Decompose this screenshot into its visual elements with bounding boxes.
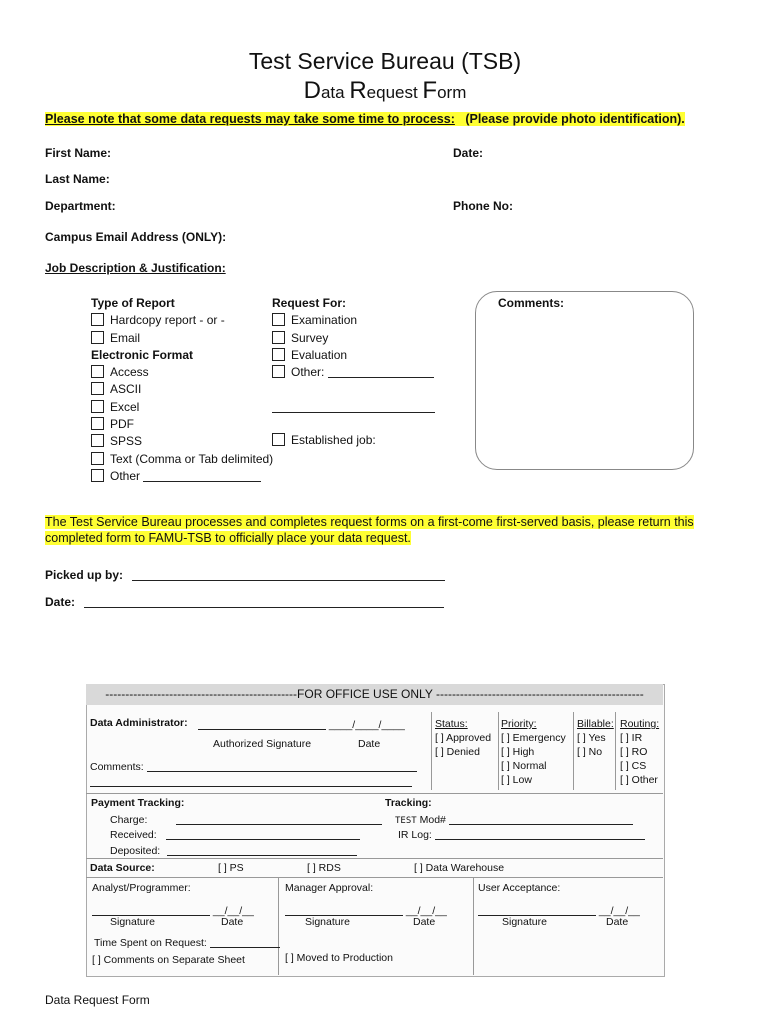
- data-source-label: Data Source:: [90, 862, 155, 874]
- checkbox[interactable]: [91, 331, 104, 344]
- user-date: Date: [606, 916, 629, 928]
- routing-ir[interactable]: [ ] IR: [620, 732, 643, 744]
- basis-note: The Test Service Bureau processes and completes request forms on a first-come first-served basis, please return this completed form to FAMU-TSB to officially place your data request.: [45, 515, 694, 545]
- payment-tracking-label: Payment Tracking:: [91, 797, 185, 809]
- admin-date: Date: [358, 738, 381, 750]
- user-signature: Signature: [502, 916, 547, 928]
- first-name-label: First Name:: [45, 146, 112, 160]
- request-survey[interactable]: Survey: [272, 330, 435, 347]
- format-pdf[interactable]: PDF: [91, 416, 273, 433]
- last-name-label: Last Name:: [45, 172, 110, 186]
- routing-other[interactable]: [ ] Other: [620, 774, 658, 786]
- user-sign-line[interactable]: __/__/__: [478, 903, 640, 917]
- analyst-sign-line[interactable]: __/__/__: [92, 903, 254, 917]
- format-other[interactable]: Other: [91, 468, 273, 485]
- checkbox[interactable]: [91, 469, 104, 482]
- request-for-heading: Request For:: [272, 296, 347, 310]
- checkbox[interactable]: [272, 331, 285, 344]
- data-admin-label: Data Administrator:: [90, 717, 188, 729]
- received-row[interactable]: Received:: [110, 827, 360, 841]
- comments-label: Comments:: [498, 296, 565, 310]
- analyst-date: Date: [221, 916, 244, 928]
- checkbox[interactable]: [91, 452, 104, 465]
- separate-sheet[interactable]: [ ] Comments on Separate Sheet: [92, 954, 245, 966]
- electronic-format-heading: Electronic Format: [91, 347, 194, 362]
- source-warehouse[interactable]: [ ] Data Warehouse: [414, 862, 505, 874]
- checkbox[interactable]: [272, 365, 285, 378]
- routing-ro[interactable]: [ ] RO: [620, 746, 648, 758]
- billable-no[interactable]: [ ] No: [577, 746, 603, 758]
- request-for-section: [272, 295, 435, 449]
- manager-signature: Signature: [305, 916, 350, 928]
- status-denied[interactable]: [ ] Denied: [435, 746, 480, 758]
- email-label: Campus Email Address (ONLY):: [45, 230, 227, 244]
- status-section: Status: [ ] Approved [ ] Denied: [435, 718, 492, 758]
- checkbox[interactable]: [272, 313, 285, 326]
- processing-notice: Please note that some data requests may take some time to process: (Please provide photo identification).: [45, 112, 685, 126]
- tracking-label: Tracking:: [385, 797, 432, 809]
- analyst-signature: Signature: [110, 916, 155, 928]
- time-spent-row[interactable]: Time Spent on Request:: [94, 935, 280, 949]
- page-footer: Data Request Form: [45, 993, 150, 1007]
- charge-row[interactable]: Charge:: [110, 812, 382, 826]
- priority-high[interactable]: [ ] High: [501, 746, 535, 758]
- priority-low[interactable]: [ ] Low: [501, 774, 532, 786]
- source-ps[interactable]: [ ] PS: [218, 862, 244, 874]
- office-comments-line[interactable]: [90, 772, 412, 790]
- analyst-label: Analyst/Programmer:: [92, 882, 191, 894]
- status-approved[interactable]: [ ] Approved: [435, 732, 492, 744]
- moved-to-production[interactable]: [ ] Moved to Production: [285, 952, 393, 964]
- checkbox[interactable]: [91, 365, 104, 378]
- job-description-label: Job Description & Justification:: [45, 261, 226, 275]
- request-other-line[interactable]: [272, 399, 435, 416]
- date-label: Date:: [453, 146, 484, 160]
- routing-section: Routing: [ ] IR [ ] RO [ ] CS [ ] Other: [620, 718, 660, 786]
- routing-cs[interactable]: [ ] CS: [620, 760, 647, 772]
- data-source-row: [86, 857, 663, 878]
- report-type-section: [91, 295, 273, 485]
- report-type-heading: Type of Report: [91, 296, 175, 310]
- manager-date: Date: [413, 916, 436, 928]
- comments-box[interactable]: [475, 291, 694, 470]
- form-subtitle: Data Request Form: [303, 77, 467, 104]
- manager-label: Manager Approval:: [285, 882, 374, 894]
- format-spss[interactable]: SPSS: [91, 433, 273, 450]
- request-evaluation[interactable]: Evaluation: [272, 347, 435, 364]
- picked-up-row: Picked up by:: [45, 568, 445, 582]
- email-option[interactable]: Email: [91, 330, 273, 347]
- priority-emergency[interactable]: [ ] Emergency: [501, 732, 566, 744]
- checkbox[interactable]: [91, 400, 104, 413]
- established-job[interactable]: Established job:: [272, 432, 435, 449]
- format-access[interactable]: Access: [91, 364, 273, 381]
- user-label: User Acceptance:: [478, 882, 561, 894]
- authorized-signature: Authorized Signature: [213, 738, 312, 750]
- checkbox[interactable]: [91, 417, 104, 430]
- phone-label: Phone No:: [453, 199, 513, 213]
- priority-normal[interactable]: [ ] Normal: [501, 760, 547, 772]
- department-label: Department:: [45, 199, 116, 213]
- form-title: Test Service Bureau (TSB): [248, 48, 522, 74]
- priority-section: Priority: [ ] Emergency [ ] High [ ] Normal [ ] Low: [501, 718, 566, 786]
- checkbox[interactable]: [272, 433, 285, 446]
- checkbox[interactable]: [272, 348, 285, 361]
- data-admin-line[interactable]: ____/____/____: [198, 717, 405, 731]
- mod-row[interactable]: TEST Mod#: [395, 812, 633, 826]
- billable-section: Billable: [ ] Yes [ ] No: [577, 718, 614, 758]
- date2-row: Date:: [45, 595, 444, 609]
- hardcopy-option[interactable]: Hardcopy report - or -: [91, 312, 273, 329]
- checkbox[interactable]: [91, 382, 104, 395]
- irlog-row[interactable]: IR Log:: [398, 827, 645, 841]
- office-use-header: ------------------------------------------------FOR OFFICE USE ONLY ----------------------------------------------------: [86, 684, 663, 705]
- billable-yes[interactable]: [ ] Yes: [577, 732, 606, 744]
- request-other[interactable]: Other:: [272, 364, 435, 381]
- format-ascii[interactable]: ASCII: [91, 381, 273, 398]
- deposited-row[interactable]: Deposited:: [110, 843, 357, 857]
- office-comments[interactable]: Comments:: [90, 759, 417, 773]
- checkbox[interactable]: [91, 434, 104, 447]
- manager-sign-line[interactable]: __/__/__: [285, 903, 447, 917]
- source-rds[interactable]: [ ] RDS: [307, 862, 341, 874]
- checkbox[interactable]: [91, 313, 104, 326]
- request-examination[interactable]: Examination: [272, 312, 435, 329]
- format-excel[interactable]: Excel: [91, 399, 273, 416]
- format-text[interactable]: Text (Comma or Tab delimited): [91, 451, 273, 468]
